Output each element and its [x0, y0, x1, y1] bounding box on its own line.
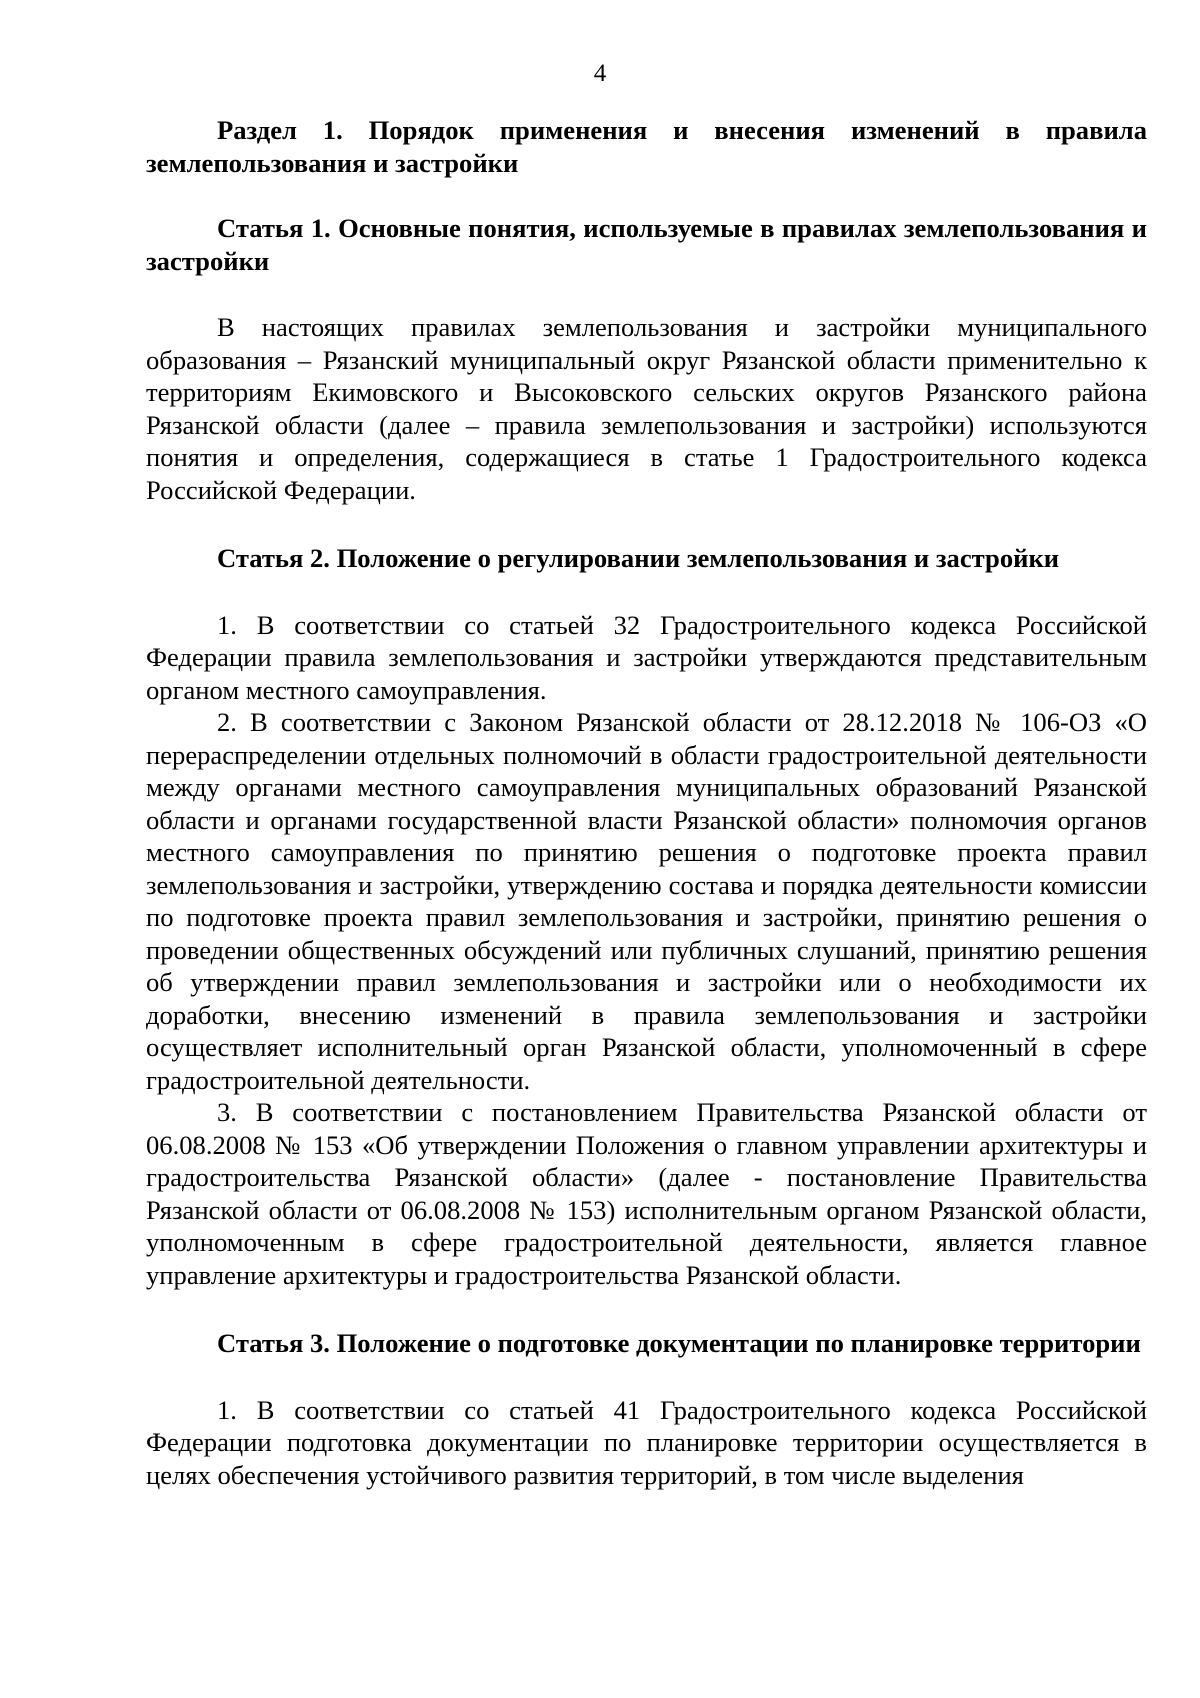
- article-2-paragraph-3: 3. В соответствии с постановлением Правительства Рязанской области от 06.08.2008 № 153 «Об утверждении Положения о главном управлении архитектуры и градостроительства Рязанской области» (далее - постановление Правительства Рязанской области от 06.08.2008 № 153) исполнительным органом Рязанской области, уполномоченным в сфере градостроительной деятельности, является главное управление архитектуры и градостроительства Рязанской области.: [146, 1097, 1147, 1290]
- article-3-paragraph-1: 1. В соответствии со статьей 41 Градостроительного кодекса Российской Федерации подготовка документации по планировке территории осуществляется в целях обеспечения устойчивого развития территорий, в том числе выделения: [146, 1394, 1147, 1490]
- article-1-paragraph-1: В настоящих правилах землепользования и застройки муниципального образования – Рязанский муниципальный округ Рязанской области применительно к территориям Екимовского и Высоковского сельских округов Рязанского района Рязанской области (далее – правила землепользования и застройки) используются понятия и определения, содержащиеся в статье 1 Градостроительного кодекса Российской Федерации.: [146, 312, 1147, 505]
- page-number: 4: [593, 60, 607, 87]
- article-1-heading: Статья 1. Основные понятия, используемые в правилах землепользования и застройки: [146, 213, 1147, 276]
- article-2-paragraph-1: 1. В соответствии со статьей 32 Градостроительного кодекса Российской Федерации правила землепользования и застройки утверждаются представительным органом местного самоуправления.: [146, 609, 1147, 705]
- article-2-heading: Статья 2. Положение о регулировании землепользования и застройки: [217, 543, 1060, 573]
- section-1-heading: Раздел 1. Порядок применения и внесения изменений в правила землепользования и застройки: [146, 115, 1147, 178]
- document-body: [146, 114, 1147, 1491]
- article-2-paragraph-2: 2. В соответствии с Законом Рязанской области от 28.12.2018 № 106-ОЗ «О перераспределении отдельных полномочий в области градостроительной деятельности между органами местного самоуправления муниципальных образований Рязанской области и органами государственной власти Рязанской области» полномочия органов местного самоуправления по принятию решения о подготовке проекта правил землепользования и застройки, утверждению состава и порядка деятельности комиссии по подготовке проекта правил землепользования и застройки, принятию решения о проведении общественных обсуждений или публичных слушаний, принятию решения об утверждении правил землепользования и застройки или о необходимости их доработки, внесению изменений в правила землепользования и застройки осуществляет исполнительный орган Рязанской области, уполномоченный в сфере градостроительной деятельности.: [146, 707, 1147, 1095]
- article-3-heading: Статья 3. Положение о подготовке документации по планировке территории: [217, 1328, 1141, 1358]
